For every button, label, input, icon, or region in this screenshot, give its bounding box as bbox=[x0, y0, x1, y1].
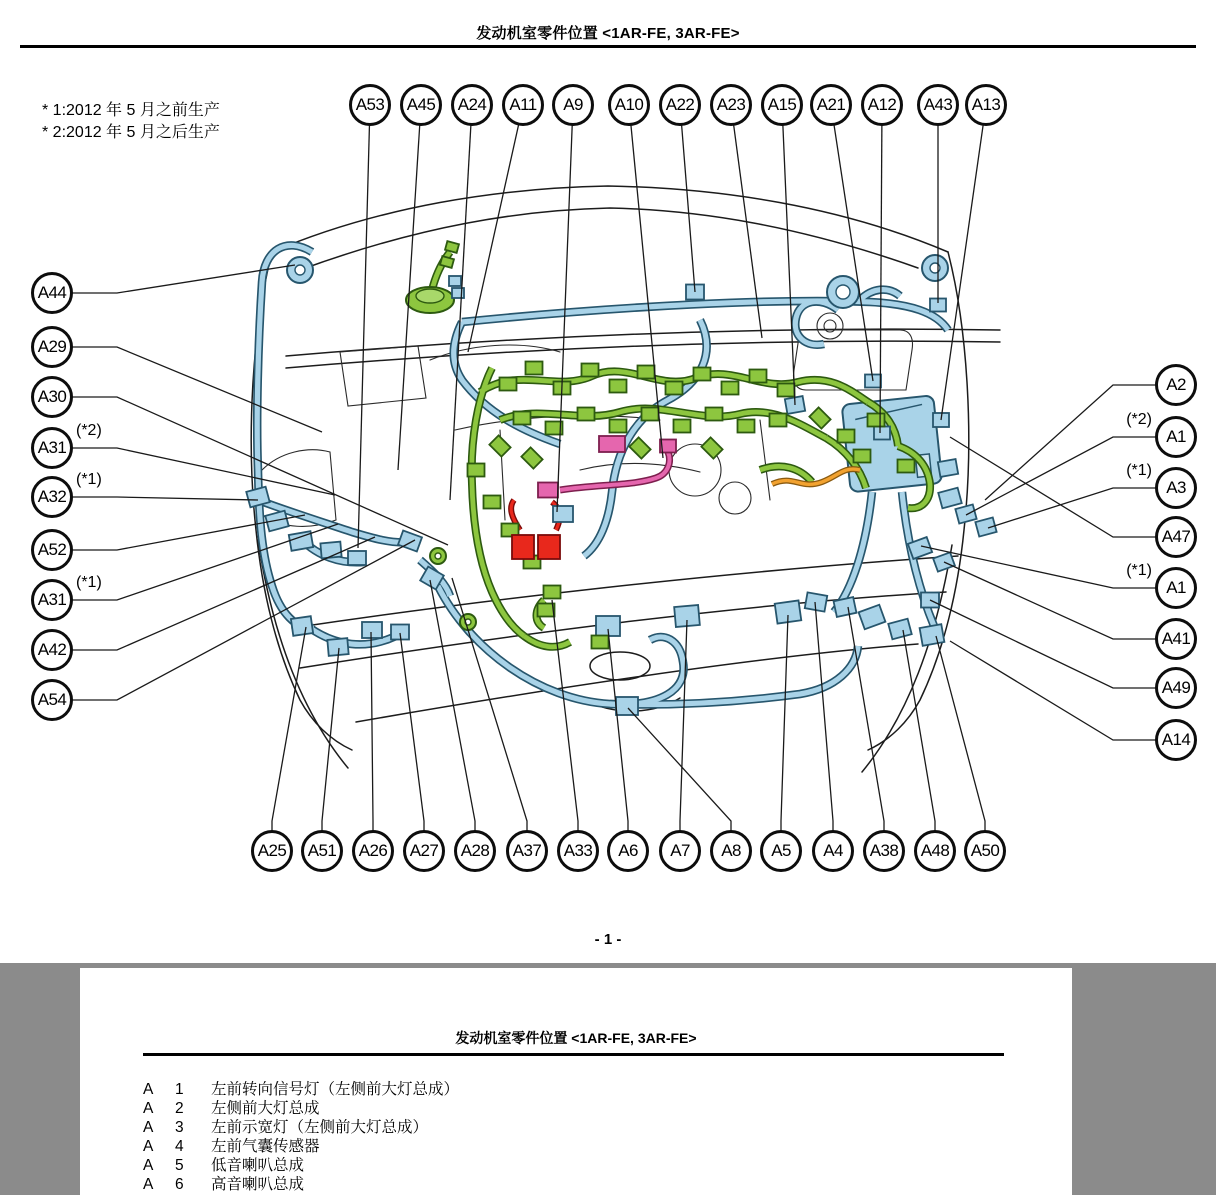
callout-label: A29 bbox=[31, 326, 73, 368]
green-connector bbox=[578, 408, 595, 421]
callout-label: A47 bbox=[1155, 516, 1197, 558]
callout-suffix: (*2) bbox=[1126, 411, 1152, 428]
green-connector bbox=[722, 382, 739, 395]
callout-label: A27 bbox=[403, 830, 445, 872]
page-2 bbox=[80, 968, 1072, 1195]
callout-label: A41 bbox=[1155, 618, 1197, 660]
callout-label: A28 bbox=[454, 830, 496, 872]
parts-list-row bbox=[80, 1118, 1072, 1137]
callout-label: A10 bbox=[608, 84, 650, 126]
ring-hole bbox=[435, 553, 441, 559]
callout-A52 bbox=[31, 529, 73, 571]
callout-label: A6 bbox=[607, 830, 649, 872]
callout-label: A53 bbox=[349, 84, 391, 126]
callout-A32 bbox=[31, 471, 102, 518]
green-connector bbox=[489, 435, 510, 456]
callout-label: A12 bbox=[861, 84, 903, 126]
green-connector bbox=[629, 437, 650, 458]
part-group: A bbox=[143, 1081, 154, 1098]
orange-wire-inner bbox=[772, 469, 860, 484]
green-connector bbox=[440, 256, 454, 268]
callout-label: A30 bbox=[31, 376, 73, 418]
parts-list bbox=[80, 1080, 1072, 1194]
callout-A3 bbox=[1126, 462, 1197, 509]
green-connector bbox=[706, 408, 723, 421]
part-description: 左前转向信号灯（左侧前大灯总成） bbox=[211, 1081, 460, 1098]
green-connector bbox=[521, 447, 542, 468]
leader-line bbox=[608, 629, 628, 851]
oil-filler-funnel bbox=[406, 287, 454, 313]
callout-label: A13 bbox=[965, 84, 1007, 126]
callout-label: A33 bbox=[557, 830, 599, 872]
callout-label: A5 bbox=[760, 830, 802, 872]
callout-label: A31 bbox=[31, 579, 73, 621]
parts-list-row bbox=[80, 1080, 1072, 1099]
callout-A44 bbox=[31, 272, 73, 314]
callout-A10 bbox=[608, 84, 650, 126]
green-connector bbox=[526, 362, 543, 375]
green-connector bbox=[500, 378, 517, 391]
callout-A15 bbox=[761, 84, 803, 126]
part-description: 高音喇叭总成 bbox=[211, 1176, 305, 1193]
callout-A54 bbox=[31, 679, 73, 721]
green-connector bbox=[868, 414, 885, 427]
callout-A26 bbox=[352, 830, 394, 872]
blue-connector bbox=[920, 624, 945, 646]
note-line-2: * 2:2012 年 5 月之后生产 bbox=[42, 124, 220, 141]
callout-A4 bbox=[812, 830, 854, 872]
leader-line bbox=[400, 633, 424, 851]
leader-line bbox=[848, 607, 884, 851]
callout-A50 bbox=[964, 830, 1006, 872]
green-connector bbox=[642, 408, 659, 421]
green-connector bbox=[638, 366, 655, 379]
callout-A53 bbox=[349, 84, 391, 126]
blue-connector bbox=[398, 531, 422, 552]
parts-list-row bbox=[80, 1156, 1072, 1175]
parts-list-row bbox=[80, 1137, 1072, 1156]
callout-A29 bbox=[31, 326, 73, 368]
callout-label: A51 bbox=[301, 830, 343, 872]
callout-label: A21 bbox=[810, 84, 852, 126]
green-connector bbox=[582, 364, 599, 377]
callout-label: A24 bbox=[451, 84, 493, 126]
leader-line bbox=[680, 105, 695, 292]
part-number: 5 bbox=[175, 1157, 184, 1174]
blue-connector bbox=[859, 605, 886, 629]
callout-A38 bbox=[863, 830, 905, 872]
parts-list-row bbox=[80, 1175, 1072, 1194]
callout-label: A37 bbox=[506, 830, 548, 872]
part-number: 3 bbox=[175, 1119, 184, 1136]
part-number: 4 bbox=[175, 1138, 184, 1155]
callout-label: A1 bbox=[1155, 416, 1197, 458]
green-connector bbox=[674, 420, 691, 433]
parts-list-row bbox=[80, 1099, 1072, 1118]
callout-label: A22 bbox=[659, 84, 701, 126]
callout-label: A3 bbox=[1155, 467, 1197, 509]
callout-label: A2 bbox=[1155, 364, 1197, 406]
blue-connector bbox=[265, 511, 288, 532]
blue-connector bbox=[348, 551, 366, 565]
callout-A43 bbox=[917, 84, 959, 126]
blue-connector bbox=[616, 697, 638, 715]
note-line-1: * 1:2012 年 5 月之前生产 bbox=[42, 102, 220, 119]
leader-line bbox=[52, 397, 448, 545]
callout-label: A49 bbox=[1155, 667, 1197, 709]
callout-label: A23 bbox=[710, 84, 752, 126]
callout-A25 bbox=[251, 830, 293, 872]
callout-label: A8 bbox=[710, 830, 752, 872]
callout-label: A48 bbox=[914, 830, 956, 872]
leader-line bbox=[371, 632, 373, 851]
green-connector bbox=[701, 437, 722, 458]
page-title: 发动机室零件位置 <1AR-FE, 3AR-FE> bbox=[476, 25, 740, 42]
callout-A6 bbox=[607, 830, 649, 872]
callout-label: A38 bbox=[863, 830, 905, 872]
blue-connector bbox=[938, 459, 958, 477]
callout-label: A9 bbox=[552, 84, 594, 126]
green-connector bbox=[809, 407, 830, 428]
page-number: - 1 - bbox=[594, 931, 622, 948]
part-group: A bbox=[143, 1176, 154, 1193]
callout-label: A50 bbox=[964, 830, 1006, 872]
callout-A5 bbox=[760, 830, 802, 872]
leader-line bbox=[815, 602, 833, 851]
green-connector bbox=[468, 464, 485, 477]
green-connector bbox=[610, 420, 627, 433]
blue-connector bbox=[449, 276, 461, 286]
callout-label: A43 bbox=[917, 84, 959, 126]
green-connector bbox=[738, 420, 755, 433]
green-connector bbox=[544, 586, 561, 599]
callout-A33 bbox=[557, 830, 599, 872]
callout-A11 bbox=[502, 84, 544, 126]
callout-A31 bbox=[31, 422, 102, 469]
leader-line bbox=[781, 615, 788, 851]
callout-A21 bbox=[810, 84, 852, 126]
ring-hole bbox=[836, 285, 850, 299]
callout-A12 bbox=[861, 84, 903, 126]
callout-A13 bbox=[965, 84, 1007, 126]
part-number: 1 bbox=[175, 1081, 184, 1098]
callout-label: A31 bbox=[31, 427, 73, 469]
leader-line bbox=[903, 630, 935, 851]
callout-label: A52 bbox=[31, 529, 73, 571]
green-connector bbox=[694, 368, 711, 381]
callout-label: A14 bbox=[1155, 719, 1197, 761]
part-description: 左侧前大灯总成 bbox=[211, 1100, 320, 1117]
callout-suffix: (*1) bbox=[76, 471, 102, 488]
callout-A37 bbox=[506, 830, 548, 872]
blue-connector bbox=[291, 616, 313, 636]
leader-line bbox=[988, 488, 1176, 528]
part-number: 6 bbox=[175, 1176, 184, 1193]
callout-A24 bbox=[451, 84, 493, 126]
pink-connector bbox=[599, 436, 625, 452]
callout-A2 bbox=[1155, 364, 1197, 406]
callout-label: A44 bbox=[31, 272, 73, 314]
callout-label: A42 bbox=[31, 629, 73, 671]
callout-A1 bbox=[1126, 562, 1197, 609]
callout-suffix: (*2) bbox=[76, 422, 102, 439]
callout-A41 bbox=[1155, 618, 1197, 660]
leader-line bbox=[985, 385, 1176, 500]
leader-line bbox=[272, 627, 306, 851]
red-connector bbox=[512, 535, 534, 559]
callout-A14 bbox=[1155, 719, 1197, 761]
callout-label: A54 bbox=[31, 679, 73, 721]
callout-A45 bbox=[400, 84, 442, 126]
callout-A27 bbox=[403, 830, 445, 872]
part-group: A bbox=[143, 1100, 154, 1117]
leader-line bbox=[782, 105, 795, 405]
callout-A49 bbox=[1155, 667, 1197, 709]
green-connector bbox=[770, 414, 787, 427]
callout-label: A26 bbox=[352, 830, 394, 872]
red-connector bbox=[538, 535, 560, 559]
green-connector bbox=[838, 430, 855, 443]
callout-label: A7 bbox=[659, 830, 701, 872]
callout-suffix: (*1) bbox=[1126, 462, 1152, 479]
callout-label: A11 bbox=[502, 84, 544, 126]
leader-line bbox=[52, 497, 258, 500]
blue-connector bbox=[955, 504, 976, 523]
callout-A28 bbox=[454, 830, 496, 872]
green-connector bbox=[514, 412, 531, 425]
green-connector bbox=[778, 384, 795, 397]
leader-line bbox=[936, 636, 985, 851]
green-connector bbox=[666, 382, 683, 395]
leader-line bbox=[322, 648, 339, 851]
callout-A51 bbox=[301, 830, 343, 872]
callout-label: A32 bbox=[31, 476, 73, 518]
page2-title-rule bbox=[143, 1053, 1004, 1056]
callout-label: A15 bbox=[761, 84, 803, 126]
callout-label: A1 bbox=[1155, 567, 1197, 609]
callout-A30 bbox=[31, 376, 73, 418]
part-group: A bbox=[143, 1138, 154, 1155]
callout-A7 bbox=[659, 830, 701, 872]
part-group: A bbox=[143, 1157, 154, 1174]
blue-connector bbox=[362, 622, 382, 638]
leader-line bbox=[398, 105, 421, 470]
callout-A47 bbox=[1155, 516, 1197, 558]
leader-line bbox=[930, 600, 1176, 688]
callout-suffix: (*1) bbox=[76, 574, 102, 591]
blue-connector bbox=[975, 517, 996, 536]
green-connector bbox=[750, 370, 767, 383]
green-connector bbox=[538, 604, 555, 617]
callout-suffix: (*1) bbox=[1126, 562, 1152, 579]
callout-A42 bbox=[31, 629, 73, 671]
blue-connector bbox=[874, 427, 890, 440]
part-description: 左前气囊传感器 bbox=[211, 1138, 320, 1155]
blue-connector bbox=[834, 597, 857, 617]
callout-A22 bbox=[659, 84, 701, 126]
blue-connector bbox=[553, 506, 573, 522]
callout-label: A25 bbox=[251, 830, 293, 872]
leader-line bbox=[358, 105, 370, 548]
blue-connector bbox=[888, 619, 911, 640]
part-description: 左前示宽灯（左侧前大灯总成） bbox=[211, 1119, 429, 1136]
callout-A31 bbox=[31, 574, 102, 621]
callout-A48 bbox=[914, 830, 956, 872]
green-connector bbox=[445, 241, 459, 253]
callout-label: A4 bbox=[812, 830, 854, 872]
green-connector bbox=[484, 496, 501, 509]
blue-connector bbox=[938, 488, 961, 509]
part-description: 低音喇叭总成 bbox=[211, 1157, 305, 1174]
callout-A9 bbox=[552, 84, 594, 126]
leader-line bbox=[950, 641, 1176, 740]
part-number: 2 bbox=[175, 1100, 184, 1117]
green-connector bbox=[610, 380, 627, 393]
callout-label: A45 bbox=[400, 84, 442, 126]
callout-A1 bbox=[1126, 411, 1197, 458]
page2-title: 发动机室零件位置 <1AR-FE, 3AR-FE> bbox=[455, 1030, 697, 1046]
green-connector bbox=[898, 460, 915, 473]
part-group: A bbox=[143, 1119, 154, 1136]
ring-hole bbox=[295, 265, 305, 275]
callout-A23 bbox=[710, 84, 752, 126]
green-connector bbox=[854, 450, 871, 463]
leader-line bbox=[52, 347, 322, 432]
green-connector bbox=[592, 636, 609, 649]
pink-connector bbox=[538, 483, 558, 498]
callout-A8 bbox=[710, 830, 752, 872]
leader-line bbox=[552, 600, 578, 851]
